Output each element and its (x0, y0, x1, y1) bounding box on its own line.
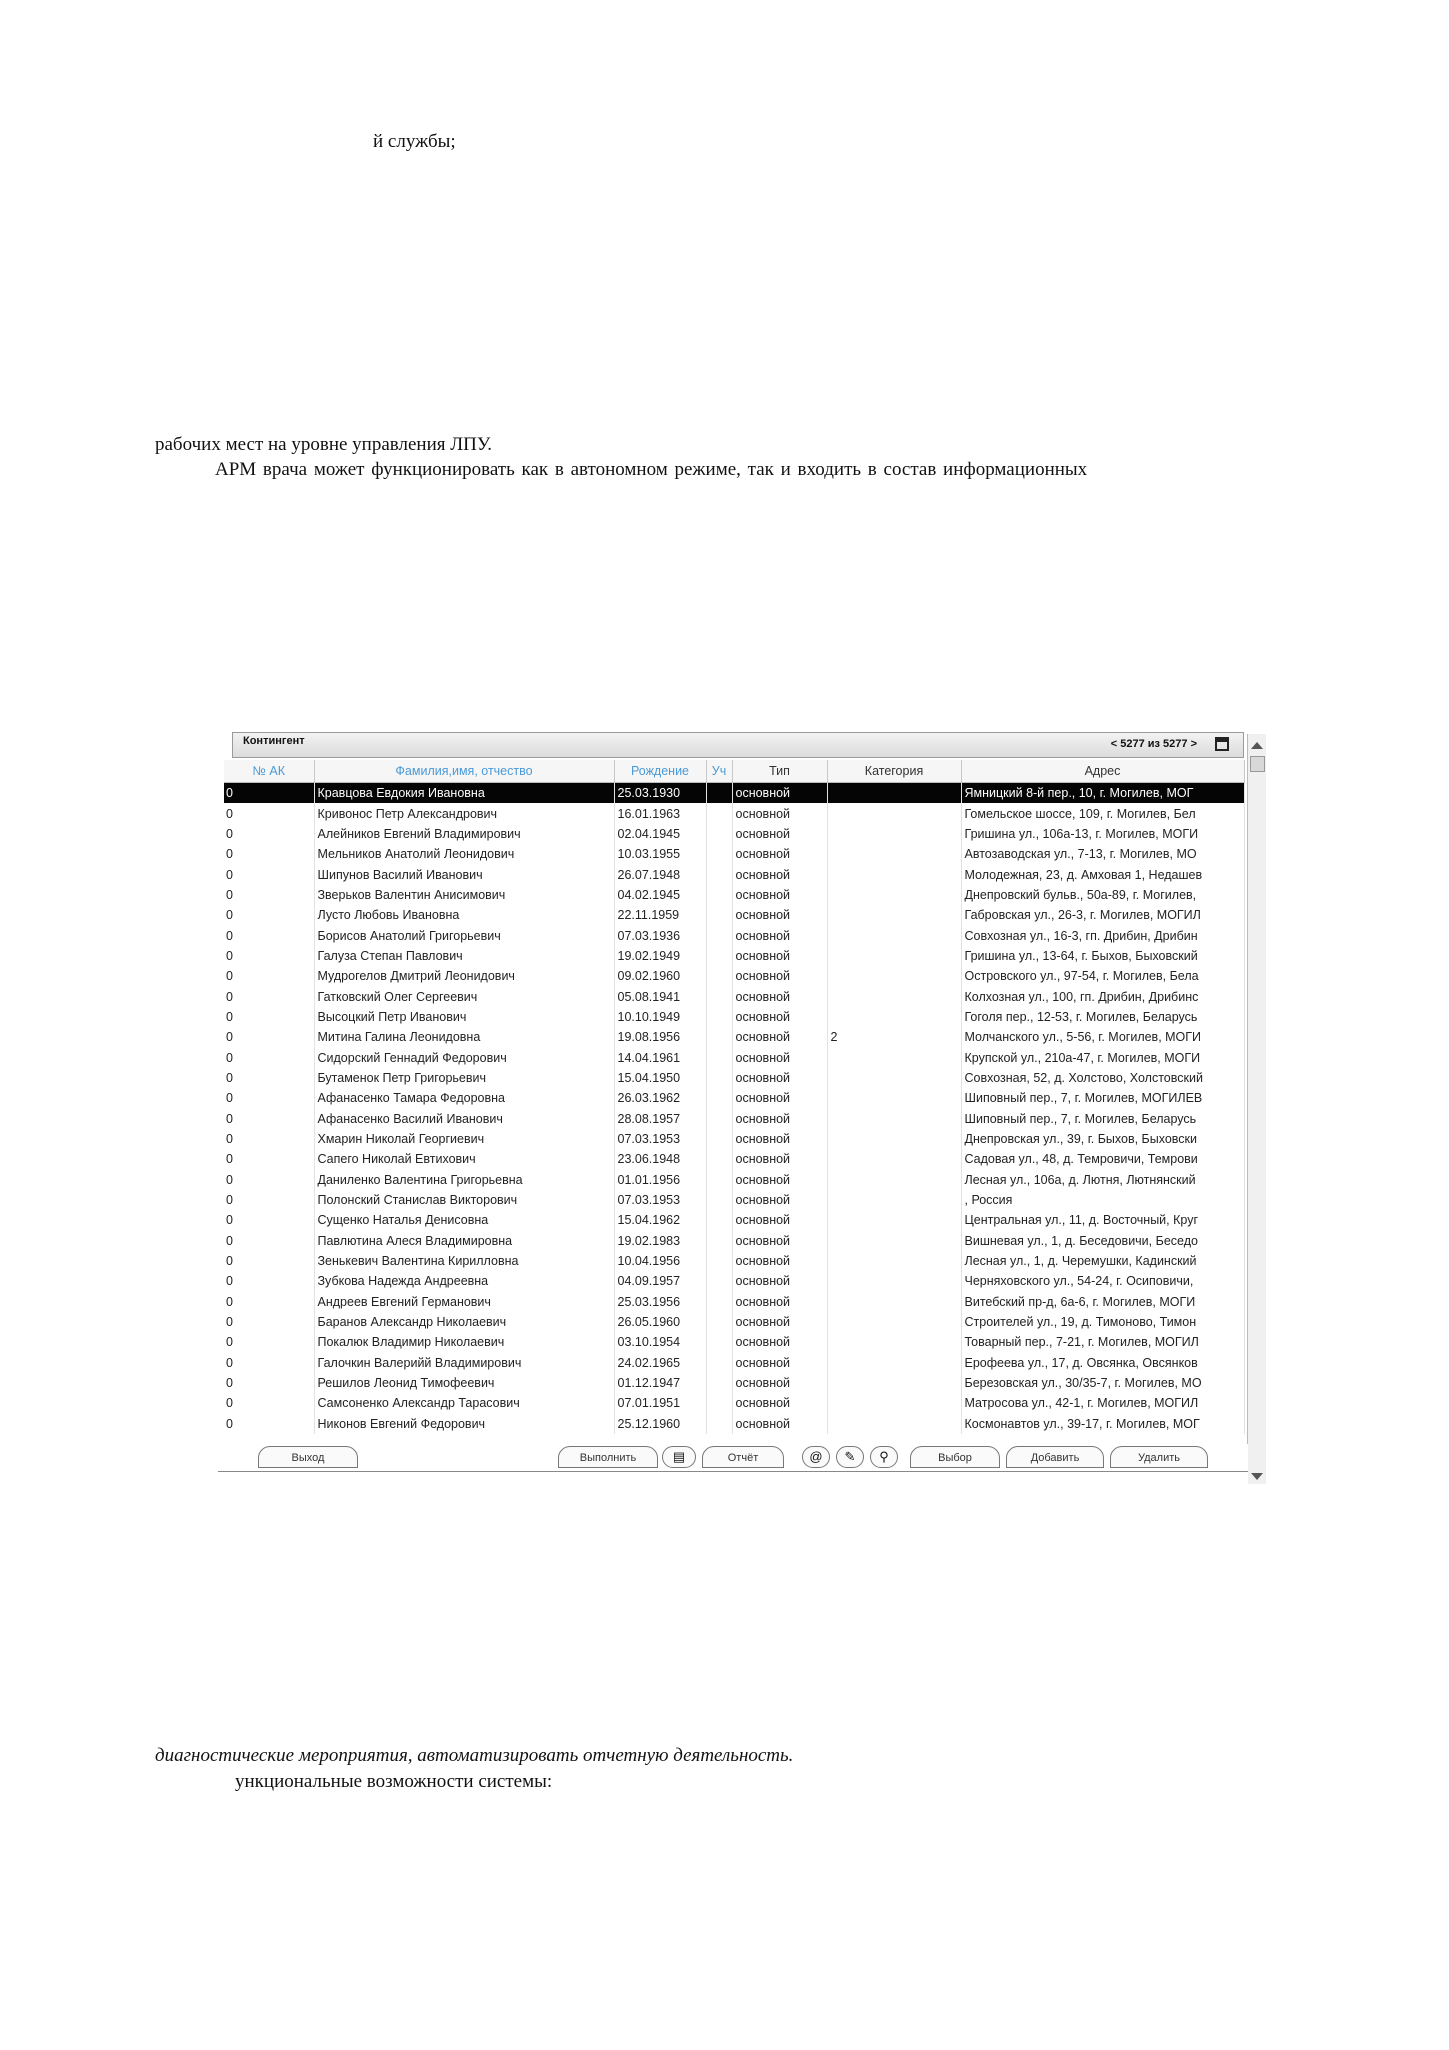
cell-type: основной (732, 966, 827, 986)
cell-uch (706, 1292, 732, 1312)
cell-ak: 0 (224, 1373, 314, 1393)
cell-name: Кривонос Петр Александрович (314, 803, 614, 823)
table-row[interactable] (224, 1312, 1244, 1332)
table-row[interactable] (224, 1129, 1244, 1149)
cell-uch (706, 1373, 732, 1393)
cell-name: Мудрогелов Дмитрий Леонидович (314, 966, 614, 986)
table-row[interactable] (224, 864, 1244, 884)
vertical-scrollbar[interactable] (1247, 734, 1266, 1484)
cell-uch (706, 1271, 732, 1291)
table-row[interactable] (224, 1271, 1244, 1291)
table-row[interactable] (224, 1353, 1244, 1373)
cell-type: основной (732, 1109, 827, 1129)
doc-line-5: ункциональные возможности системы: (235, 1771, 553, 1792)
cell-type: основной (732, 783, 827, 804)
cell-address: Космонавтов ул., 39-17, г. Могилев, МОГ (961, 1414, 1244, 1434)
cell-birth: 25.12.1960 (614, 1414, 706, 1434)
cell-category (827, 1251, 961, 1271)
table-row[interactable] (224, 1292, 1244, 1312)
cell-ak: 0 (224, 1027, 314, 1047)
cell-type: основной (732, 1292, 827, 1312)
doc-line-1: й службы; (373, 131, 456, 152)
cell-birth: 26.07.1948 (614, 864, 706, 884)
table-row[interactable] (224, 1414, 1244, 1434)
cell-address: Товарный пер., 7-21, г. Могилев, МОГИЛ (961, 1332, 1244, 1352)
cell-birth: 26.03.1962 (614, 1088, 706, 1108)
cell-name: Зенькевич Валентина Кирилловна (314, 1251, 614, 1271)
cell-uch (706, 1190, 732, 1210)
table-row[interactable] (224, 1007, 1244, 1027)
cell-type: основной (732, 925, 827, 945)
cell-ak: 0 (224, 986, 314, 1006)
cell-ak: 0 (224, 1068, 314, 1088)
cell-address: Центральная ул., 11, д. Восточный, Круг (961, 1210, 1244, 1230)
cell-name: Сущенко Наталья Денисовна (314, 1210, 614, 1230)
cell-name: Гатковский Олег Сергеевич (314, 986, 614, 1006)
cell-ak: 0 (224, 885, 314, 905)
table-row[interactable] (224, 1068, 1244, 1088)
table-row[interactable] (224, 885, 1244, 905)
cell-birth: 25.03.1956 (614, 1292, 706, 1312)
cell-category (827, 1312, 961, 1332)
cell-name: Никонов Евгений Федорович (314, 1414, 614, 1434)
cell-uch (706, 1068, 732, 1088)
cell-birth: 26.05.1960 (614, 1312, 706, 1332)
cell-type: основной (732, 1231, 827, 1251)
cell-address: Березовская ул., 30/35-7, г. Могилев, МО (961, 1373, 1244, 1393)
cell-uch (706, 1414, 732, 1434)
cell-name: Самсоненко Александр Тарасович (314, 1393, 614, 1413)
cell-address: Гомельское шоссе, 109, г. Могилев, Бел (961, 803, 1244, 823)
cell-type: основной (732, 864, 827, 884)
table-row[interactable] (224, 966, 1244, 986)
cell-address: Молчанского ул., 5-56, г. Могилев, МОГИ (961, 1027, 1244, 1047)
cell-category (827, 803, 961, 823)
cell-category: 2 (827, 1027, 961, 1047)
contingent-window (218, 732, 1266, 1484)
cell-category (827, 1109, 961, 1129)
cell-birth: 04.09.1957 (614, 1271, 706, 1291)
table-row[interactable] (224, 824, 1244, 844)
cell-uch (706, 1047, 732, 1067)
cell-category (827, 1129, 961, 1149)
cell-type: основной (732, 1271, 827, 1291)
cell-type: основной (732, 946, 827, 966)
cell-ak: 0 (224, 966, 314, 986)
cell-ak: 0 (224, 905, 314, 925)
cell-name: Мельников Анатолий Леонидович (314, 844, 614, 864)
cell-category (827, 1007, 961, 1027)
cell-birth: 04.02.1945 (614, 885, 706, 905)
cell-uch (706, 966, 732, 986)
table-row[interactable] (224, 1170, 1244, 1190)
cell-category (827, 966, 961, 986)
cell-type: основной (732, 1373, 827, 1393)
cell-name: Павлютина Алеся Владимировна (314, 1231, 614, 1251)
cell-birth: 19.02.1983 (614, 1231, 706, 1251)
cell-address: Садовая ул., 48, д. Темровичи, Темрови (961, 1149, 1244, 1169)
bottom-divider (218, 1471, 1248, 1472)
cell-type: основной (732, 803, 827, 823)
cell-ak: 0 (224, 1292, 314, 1312)
cell-category (827, 1271, 961, 1291)
cell-address: Шиповный пер., 7, г. Могилев, Беларусь (961, 1109, 1244, 1129)
cell-type: основной (732, 1393, 827, 1413)
cell-ak: 0 (224, 1312, 314, 1332)
bar-chart-icon[interactable]: ▤ (662, 1446, 696, 1468)
cell-name: Покалюк Владимир Николаевич (314, 1332, 614, 1352)
cell-type: основной (732, 824, 827, 844)
table-row[interactable] (224, 1231, 1244, 1251)
cell-ak: 0 (224, 925, 314, 945)
cell-address: Габровская ул., 26-3, г. Могилев, МОГИЛ (961, 905, 1244, 925)
cell-ak: 0 (224, 783, 314, 804)
cell-category (827, 824, 961, 844)
cell-category (827, 1393, 961, 1413)
cell-birth: 10.10.1949 (614, 1007, 706, 1027)
cell-category (827, 844, 961, 864)
cell-address: Совхозная ул., 16-3, гп. Дрибин, Дрибин (961, 925, 1244, 945)
cell-uch (706, 1129, 732, 1149)
cell-birth: 10.03.1955 (614, 844, 706, 864)
cell-type: основной (732, 1353, 827, 1373)
cell-address: Колхозная ул., 100, гп. Дрибин, Дрибинс (961, 986, 1244, 1006)
scroll-thumb[interactable] (1250, 756, 1265, 772)
cell-uch (706, 803, 732, 823)
contingent-table (224, 760, 1245, 1434)
table-row[interactable] (224, 1149, 1244, 1169)
cell-name: Борисов Анатолий Григорьевич (314, 925, 614, 945)
maximize-icon[interactable] (1215, 737, 1229, 751)
cell-birth: 09.02.1960 (614, 966, 706, 986)
col-header-ak[interactable]: № АК (224, 760, 314, 783)
table-row[interactable] (224, 925, 1244, 945)
table-row[interactable] (224, 844, 1244, 864)
table-row[interactable] (224, 803, 1244, 823)
cell-name: Баранов Александр Николаевич (314, 1312, 614, 1332)
table-row[interactable] (224, 1027, 1244, 1047)
cell-ak: 0 (224, 1332, 314, 1352)
table-row[interactable] (224, 1332, 1244, 1352)
cell-address: Черняховского ул., 54-24, г. Осиповичи, (961, 1271, 1244, 1291)
cell-address: Шиповный пер., 7, г. Могилев, МОГИЛЕВ (961, 1088, 1244, 1108)
cell-name: Бутаменок Петр Григорьевич (314, 1068, 614, 1088)
cell-birth: 19.08.1956 (614, 1027, 706, 1047)
cell-uch (706, 986, 732, 1006)
edit-icon[interactable]: ✎ (836, 1446, 864, 1468)
cell-address: Лесная ул., 1, д. Черемушки, Кадинский (961, 1251, 1244, 1271)
cell-category (827, 1231, 961, 1251)
cell-address: Ямницкий 8-й пер., 10, г. Могилев, МОГ (961, 783, 1244, 804)
cell-ak: 0 (224, 824, 314, 844)
cell-ak: 0 (224, 1190, 314, 1210)
cell-birth: 16.01.1963 (614, 803, 706, 823)
table-row[interactable] (224, 1088, 1244, 1108)
cell-address: Гришина ул., 106а-13, г. Могилев, МОГИ (961, 824, 1244, 844)
cell-birth: 15.04.1962 (614, 1210, 706, 1230)
cell-category (827, 1332, 961, 1352)
cell-type: основной (732, 844, 827, 864)
doc-line-3: АРМ врача может функционировать как в автономном режиме, так и входить в состав информационных (215, 459, 1088, 480)
cell-birth: 07.01.1951 (614, 1393, 706, 1413)
report-button[interactable]: Отчёт (702, 1446, 784, 1468)
search-icon[interactable]: ⚲ (870, 1446, 898, 1468)
cell-name: Решилов Леонид Тимофеевич (314, 1373, 614, 1393)
table-row[interactable] (224, 1109, 1244, 1129)
cell-name: Зверьков Валентин Анисимович (314, 885, 614, 905)
cell-category (827, 1088, 961, 1108)
cell-birth: 14.04.1961 (614, 1047, 706, 1067)
cell-type: основной (732, 1149, 827, 1169)
cell-name: Митина Галина Леонидовна (314, 1027, 614, 1047)
cell-address: Островского ул., 97-54, г. Могилев, Бела (961, 966, 1244, 986)
cell-uch (706, 905, 732, 925)
cell-address: Автозаводская ул., 7-13, г. Могилев, МО (961, 844, 1244, 864)
cell-name: Шипунов Василий Иванович (314, 864, 614, 884)
scroll-up-icon[interactable] (1251, 742, 1263, 749)
cell-address: Строителей ул., 19, д. Тимоново, Тимон (961, 1312, 1244, 1332)
table-row[interactable] (224, 1190, 1244, 1210)
cell-category (827, 1149, 961, 1169)
cell-birth: 23.06.1948 (614, 1149, 706, 1169)
cell-name: Кравцова Евдокия Ивановна (314, 783, 614, 804)
cell-category (827, 885, 961, 905)
cell-uch (706, 783, 732, 804)
cell-address: Гришина ул., 13-64, г. Быхов, Быховский (961, 946, 1244, 966)
cell-uch (706, 1312, 732, 1332)
cell-uch (706, 946, 732, 966)
cell-uch (706, 1231, 732, 1251)
scroll-down-icon[interactable] (1251, 1473, 1263, 1480)
at-icon[interactable]: @ (802, 1446, 830, 1468)
button-bar (218, 1444, 1248, 1484)
cell-ak: 0 (224, 1271, 314, 1291)
cell-address: Витебский пр-д, 6а-6, г. Могилев, МОГИ (961, 1292, 1244, 1312)
cell-name: Даниленко Валентина Григорьевна (314, 1170, 614, 1190)
cell-uch (706, 885, 732, 905)
cell-type: основной (732, 1007, 827, 1027)
cell-ak: 0 (224, 844, 314, 864)
cell-ak: 0 (224, 1109, 314, 1129)
cell-birth: 22.11.1959 (614, 905, 706, 925)
cell-birth: 24.02.1965 (614, 1353, 706, 1373)
cell-name: Сапего Николай Евтихович (314, 1149, 614, 1169)
cell-name: Хмарин Николай Георгиевич (314, 1129, 614, 1149)
window-title: Контингент (243, 735, 305, 747)
cell-type: основной (732, 1129, 827, 1149)
cell-address: Матросова ул., 42-1, г. Могилев, МОГИЛ (961, 1393, 1244, 1413)
cell-address: Гоголя пер., 12-53, г. Могилев, Беларусь (961, 1007, 1244, 1027)
doc-line-4: диагностические мероприятия, автоматизировать отчетную деятельность. (155, 1745, 794, 1766)
cell-uch (706, 1353, 732, 1373)
cell-birth: 01.12.1947 (614, 1373, 706, 1393)
cell-address: Молодежная, 23, д. Амховая 1, Недашев (961, 864, 1244, 884)
cell-address: , Россия (961, 1190, 1244, 1210)
cell-ak: 0 (224, 1047, 314, 1067)
cell-name: Афанасенко Василий Иванович (314, 1109, 614, 1129)
col-header-category[interactable]: Категория (827, 760, 961, 783)
cell-category (827, 905, 961, 925)
cell-category (827, 1292, 961, 1312)
cell-type: основной (732, 1251, 827, 1271)
cell-ak: 0 (224, 1129, 314, 1149)
cell-ak: 0 (224, 803, 314, 823)
cell-birth: 05.08.1941 (614, 986, 706, 1006)
cell-category (827, 946, 961, 966)
cell-name: Полонский Станислав Викторович (314, 1190, 614, 1210)
exit-button[interactable]: Выход (258, 1446, 358, 1468)
table-row[interactable] (224, 986, 1244, 1006)
cell-birth: 07.03.1953 (614, 1129, 706, 1149)
table-row[interactable] (224, 1251, 1244, 1271)
cell-type: основной (732, 1027, 827, 1047)
execute-button[interactable]: Выполнить (558, 1446, 658, 1468)
cell-name: Алейников Евгений Владимирович (314, 824, 614, 844)
cell-ak: 0 (224, 1251, 314, 1271)
cell-name: Галочкин Валерийй Владимирович (314, 1353, 614, 1373)
cell-category (827, 1210, 961, 1230)
cell-uch (706, 1088, 732, 1108)
cell-uch (706, 1027, 732, 1047)
cell-uch (706, 844, 732, 864)
table-row[interactable] (224, 1210, 1244, 1230)
cell-name: Сидорский Геннадий Федорович (314, 1047, 614, 1067)
cell-birth: 07.03.1953 (614, 1190, 706, 1210)
cell-type: основной (732, 1170, 827, 1190)
cell-category (827, 986, 961, 1006)
cell-ak: 0 (224, 1007, 314, 1027)
cell-birth: 07.03.1936 (614, 925, 706, 945)
cell-category (827, 925, 961, 945)
cell-category (827, 1068, 961, 1088)
col-header-name[interactable]: Фамилия,имя, отчество (314, 760, 614, 783)
cell-ak: 0 (224, 1170, 314, 1190)
table-row[interactable] (224, 783, 1244, 804)
table-header (224, 760, 1244, 783)
cell-address: Днепровский бульв., 50а-89, г. Могилев, (961, 885, 1244, 905)
cell-birth: 19.02.1949 (614, 946, 706, 966)
table-row[interactable] (224, 905, 1244, 925)
select-button[interactable]: Выбор (910, 1446, 1000, 1468)
cell-name: Лусто Любовь Ивановна (314, 905, 614, 925)
doc-line-2: рабочих мест на уровне управления ЛПУ. (155, 434, 492, 455)
cell-type: основной (732, 1047, 827, 1067)
cell-ak: 0 (224, 1149, 314, 1169)
cell-type: основной (732, 1210, 827, 1230)
cell-uch (706, 1170, 732, 1190)
delete-button[interactable]: Удалить (1110, 1446, 1208, 1468)
add-button[interactable]: Добавить (1006, 1446, 1104, 1468)
cell-type: основной (732, 905, 827, 925)
cell-address: Днепровская ул., 39, г. Быхов, Быховски (961, 1129, 1244, 1149)
cell-address: Совхозная, 52, д. Холстово, Холстовский (961, 1068, 1244, 1088)
cell-name: Высоцкий Петр Иванович (314, 1007, 614, 1027)
cell-type: основной (732, 1312, 827, 1332)
col-header-uch[interactable]: Уч (706, 760, 732, 783)
cell-uch (706, 1109, 732, 1129)
cell-category (827, 1353, 961, 1373)
cell-category (827, 1170, 961, 1190)
cell-address: Крупской ул., 210а-47, г. Могилев, МОГИ (961, 1047, 1244, 1067)
table-row[interactable] (224, 946, 1244, 966)
record-counter[interactable]: < 5277 из 5277 > (1110, 738, 1197, 750)
cell-birth: 10.04.1956 (614, 1251, 706, 1271)
cell-name: Афанасенко Тамара Федоровна (314, 1088, 614, 1108)
cell-address: Лесная ул., 106а, д. Лютня, Лютнянский (961, 1170, 1244, 1190)
cell-type: основной (732, 885, 827, 905)
cell-name: Зубкова Надежда Андреевна (314, 1271, 614, 1291)
cell-category (827, 1190, 961, 1210)
cell-uch (706, 925, 732, 945)
cell-uch (706, 1251, 732, 1271)
cell-uch (706, 1393, 732, 1413)
cell-birth: 01.01.1956 (614, 1170, 706, 1190)
cell-ak: 0 (224, 1210, 314, 1230)
cell-type: основной (732, 986, 827, 1006)
cell-name: Галуза Степан Павлович (314, 946, 614, 966)
cell-ak: 0 (224, 1414, 314, 1434)
cell-uch (706, 1007, 732, 1027)
cell-birth: 28.08.1957 (614, 1109, 706, 1129)
cell-address: Вишневая ул., 1, д. Беседовичи, Беседо (961, 1231, 1244, 1251)
cell-address: Ерофеева ул., 17, д. Овсянка, Овсянков (961, 1353, 1244, 1373)
cell-type: основной (732, 1088, 827, 1108)
cell-ak: 0 (224, 1393, 314, 1413)
cell-uch (706, 864, 732, 884)
cell-type: основной (732, 1332, 827, 1352)
cell-category (827, 864, 961, 884)
cell-type: основной (732, 1414, 827, 1434)
col-header-type[interactable]: Тип (732, 760, 827, 783)
cell-birth: 03.10.1954 (614, 1332, 706, 1352)
cell-ak: 0 (224, 1353, 314, 1373)
cell-type: основной (732, 1190, 827, 1210)
cell-ak: 0 (224, 1088, 314, 1108)
cell-ak: 0 (224, 1231, 314, 1251)
cell-ak: 0 (224, 864, 314, 884)
table-row[interactable] (224, 1373, 1244, 1393)
cell-birth: 02.04.1945 (614, 824, 706, 844)
cell-uch (706, 1210, 732, 1230)
col-header-address[interactable]: Адрес (961, 760, 1244, 783)
cell-type: основной (732, 1068, 827, 1088)
cell-birth: 25.03.1930 (614, 783, 706, 804)
cell-birth: 15.04.1950 (614, 1068, 706, 1088)
cell-uch (706, 824, 732, 844)
cell-ak: 0 (224, 946, 314, 966)
cell-category (827, 1047, 961, 1067)
cell-category (827, 783, 961, 804)
table-row[interactable] (224, 1047, 1244, 1067)
cell-category (827, 1373, 961, 1393)
cell-uch (706, 1332, 732, 1352)
table-row[interactable] (224, 1393, 1244, 1413)
cell-name: Андреев Евгений Германович (314, 1292, 614, 1312)
cell-uch (706, 1149, 732, 1169)
col-header-birth[interactable]: Рождение (614, 760, 706, 783)
cell-category (827, 1414, 961, 1434)
window-titlebar (232, 732, 1244, 758)
